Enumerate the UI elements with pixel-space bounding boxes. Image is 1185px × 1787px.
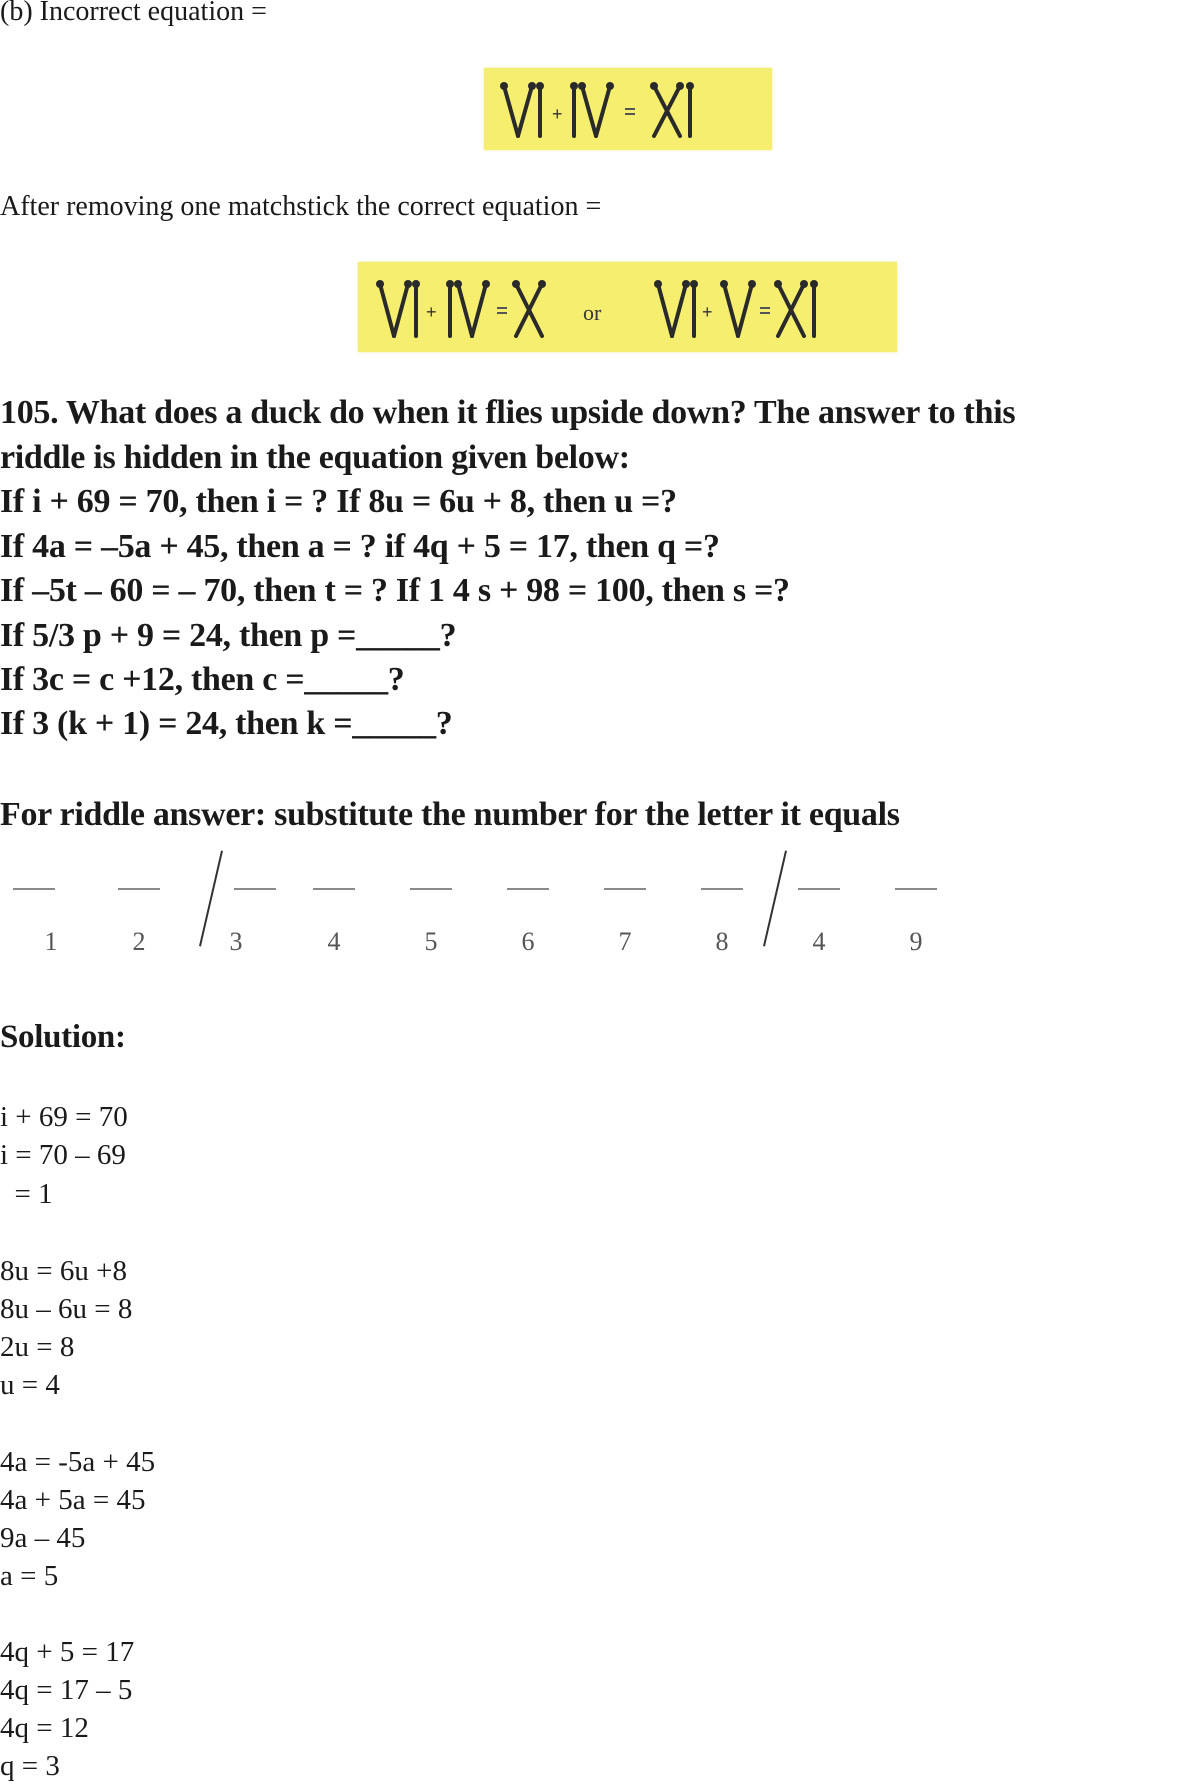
answer-blank-10 (895, 888, 937, 890)
question-equation-line-1: If i + 69 = 70, then i = ? If 8u = 6u + 8, then u =? (0, 483, 677, 520)
after-removing-label: After removing one matchstick the correct equation = (0, 191, 602, 222)
answer-blank-4 (313, 888, 355, 890)
answer-number: 3 (229, 927, 243, 956)
svg-text:+: + (426, 302, 437, 322)
incorrect-equation-label: (b) Incorrect equation = (0, 0, 267, 27)
solution-q-line-1: 4q + 5 = 17 (0, 1636, 135, 1668)
answer-blank-1 (13, 888, 55, 890)
answer-blank-9 (798, 888, 840, 890)
answer-blank-3 (234, 888, 276, 890)
solution-q-line-2: 4q = 17 – 5 (0, 1674, 133, 1706)
svg-text:+: + (702, 302, 713, 322)
solution-i-line-1: i + 69 = 70 (0, 1101, 128, 1133)
answer-number: 8 (715, 927, 729, 956)
matchstick-vi-plus-iv-equals-xi-icon (484, 68, 772, 150)
answer-number: 2 (132, 927, 146, 956)
word-separator-slash-2 (763, 851, 787, 947)
incorrect-matchstick-equation (484, 68, 772, 150)
answer-number: 6 (521, 927, 535, 956)
solution-heading: Solution: (0, 1019, 126, 1055)
answer-blank-5 (410, 888, 452, 890)
solution-u-line-3: 2u = 8 (0, 1331, 75, 1363)
question-105-line-2: riddle is hidden in the equation given below: (0, 439, 630, 476)
answer-blank-8 (701, 888, 743, 890)
solution-q-line-4: q = 3 (0, 1750, 60, 1782)
solution-a-line-2: 4a + 5a = 45 (0, 1484, 146, 1516)
solution-i-line-2: i = 70 – 69 (0, 1139, 126, 1171)
or-label: or (583, 300, 602, 325)
solution-q-line-3: 4q = 12 (0, 1712, 89, 1744)
solution-a-line-4: a = 5 (0, 1560, 59, 1592)
solution-u-line-1: 8u = 6u +8 (0, 1255, 127, 1287)
question-equation-line-3: If –5t – 60 = – 70, then t = ? If 1 4 s + 98 = 100, then s =? (0, 572, 790, 609)
answer-number: 4 (812, 927, 826, 956)
correct-matchstick-equations (358, 262, 897, 352)
question-equation-line-2: If 4a = –5a + 45, then a = ? if 4q + 5 = 17, then q =? (0, 528, 720, 565)
solution-u-line-2: 8u – 6u = 8 (0, 1293, 133, 1325)
answer-number: 7 (618, 927, 632, 956)
answer-blank-2 (118, 888, 160, 890)
answer-number: 4 (327, 927, 341, 956)
solution-a-line-1: 4a = -5a + 45 (0, 1446, 156, 1478)
riddle-instruction: For riddle answer: substitute the number for the letter it equals (0, 796, 900, 833)
question-equation-line-4: If 5/3 p + 9 = 24, then p =_____? (0, 617, 457, 654)
svg-text:+: + (552, 104, 563, 124)
question-equation-line-6: If 3 (k + 1) = 24, then k =_____? (0, 705, 453, 742)
answer-number: 9 (909, 927, 923, 956)
answer-number: 5 (424, 927, 438, 956)
question-105-line-1: 105. What does a duck do when it flies upside down? The answer to this (0, 394, 1016, 431)
answer-blank-6 (507, 888, 549, 890)
answer-blank-7 (604, 888, 646, 890)
question-equation-line-5: If 3c = c +12, then c =_____? (0, 661, 405, 698)
matchstick-correct-equations-icon (358, 262, 897, 352)
answer-number: 1 (44, 927, 58, 956)
solution-a-line-3: 9a – 45 (0, 1522, 86, 1554)
solution-u-line-4: u = 4 (0, 1369, 60, 1401)
solution-i-line-3: = 1 (0, 1178, 53, 1210)
